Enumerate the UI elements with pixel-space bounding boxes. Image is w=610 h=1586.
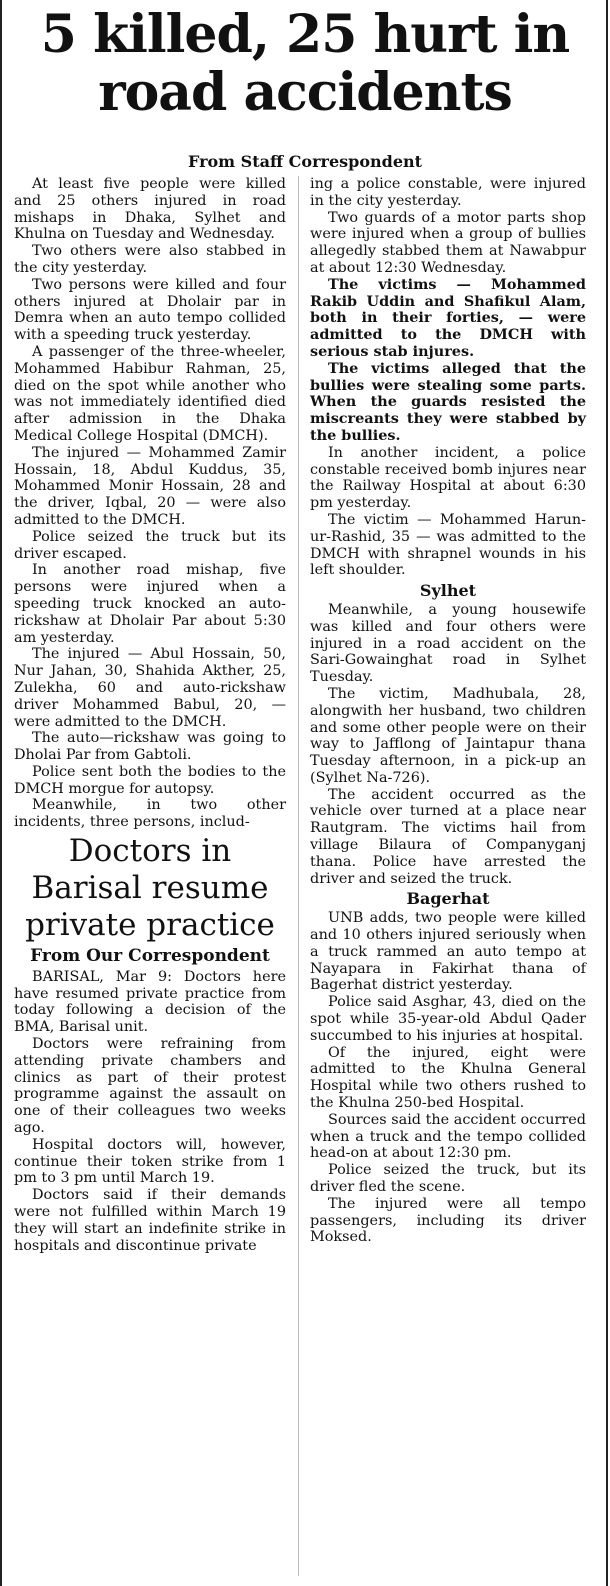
paragraph: Two others were also stabbed in the city yesterday.: [14, 243, 286, 276]
doctors-headline: Doctors in Barisal resume private practice: [25, 833, 275, 944]
paragraph: Police seized the truck but its driver escaped.: [14, 528, 286, 562]
paragraph: Police said Asghar, 43, died on the spot while 35-year-old Abdul Qader succumbed to his injuries at hospital.: [310, 994, 586, 1044]
paragraph: The injured were all tempo passengers, including its driver Moksed.: [310, 1195, 586, 1246]
paragraph: UNB adds, two people were killed and 10 others injured seriously when a truck rammed an auto tempo at Nayapara in Fakirhat thana of Bagerhat district yesterday.: [310, 910, 586, 994]
paragraph: Of the injured, eight were admitted to the Khulna General Hospital while two others rushed to the Khulna 250-bed Hospital.: [310, 1044, 586, 1112]
paragraph: Doctors said if their demands were not fulfilled within March 19 they will start an indefinite strike in hospitals and discontinue private: [14, 1187, 286, 1254]
paragraph: Meanwhile, a young housewife was killed and four others were injured in a road accident on the Sari-Gowainghat road in Sylhet Tuesday.: [310, 601, 586, 686]
paragraph: Sources said the accident occurred when a truck and the tempo collided head-on at about 12:30 pm.: [310, 1111, 586, 1162]
paragraph: Police sent both the bodies to the DMCH morgue for autopsy.: [14, 763, 286, 797]
paragraph: The auto—rickshaw was going to Dholai Par from Gabtoli.: [14, 730, 286, 764]
paragraph: In another incident, a police constable received bomb injures near the Railway Hospital at about 6:30 pm yesterday.: [310, 444, 586, 512]
paragraph: Meanwhile, in two other incidents, three persons, includ-: [14, 797, 286, 831]
right-column: [310, 176, 586, 1246]
paragraph: Two persons were killed and four others injured at Dholair par in Demra when an auto tempo collided with a speeding truck yesterday.: [14, 276, 286, 344]
paragraph: Police seized the truck, but its driver fled the scene.: [310, 1162, 586, 1196]
paragraph: The injured — Abul Hossain, 50, Nur Jahan, 30, Shahida Akther, 25, Zulekha, 60 and auto-rickshaw driver Mohammed Babul, 20, — were admitted to the DMCH.: [14, 646, 286, 730]
paragraph: Hospital doctors will, however, continue their token strike from 1 pm to 3 pm until March 19.: [14, 1136, 286, 1187]
paragraph: The accident occurred as the vehicle over turned at a place near Rautgram. The victims hail from village Bilaura of Companyganj thana. Police have arrested the driver and seized the truck.: [310, 786, 586, 887]
paragraph: The victims alleged that the bullies were stealing some parts. When the guards resisted the miscreants they were stabbed by the bullies.: [310, 359, 586, 444]
doctors-byline: From Our Correspondent: [30, 946, 270, 967]
paragraph: The injured — Mohammed Zamir Hossain, 18, Abdul Kuddus, 35, Mohammed Monir Hossain, 28 and the driver, Iqbal, 20 — were also admitted to the DMCH.: [14, 444, 286, 528]
column-divider: [298, 176, 299, 1576]
paragraph: A passenger of the three-wheeler, Mohammed Habibur Rahman, 25, died on the spot while another who was not immediately identified died after admission in the Dhaka Medical College Hospital (DMCH).: [14, 343, 286, 444]
byline: From Staff Correspondent: [187, 152, 423, 171]
paragraph: The victims — Mohammed Rakib Uddin and Shafikul Alam, both in their forties, — were admitted to the DMCH with serious stab injures.: [310, 275, 586, 360]
paragraph: Two guards of a motor parts shop were injured when a group of bullies allegedly stabbed them at Nawabpur at about 12:30 Wednesday.: [310, 209, 586, 276]
paragraph: ing a police constable, were injured in the city yesterday.: [310, 176, 586, 209]
bagerhat-subhead: Bagerhat: [406, 889, 490, 909]
paragraph: Doctors were refraining from attending private chambers and clinics as part of their protest programme against the assault on one of their colleagues two weeks ago.: [14, 1036, 286, 1137]
sylhet-subhead: Sylhet: [419, 581, 477, 601]
right-edge-rule: [606, 0, 608, 1586]
left-edge-rule: [0, 0, 2, 1586]
paragraph: The victim, Madhubala, 28, alongwith her husband, two children and some other people were on their way to Jafflong of Jaintapur thana Tuesday afternoon, in a pick-up an (Sylhet Na-726).: [310, 685, 586, 786]
paragraph: BARISAL, Mar 9: Doctors here have resumed private practice from today following a decision of the BMA, Barisal unit.: [14, 968, 286, 1036]
paragraph: The victim — Mohammed Harun-ur-Rashid, 35 — was admitted to the DMCH with shrapnel wounds in his left shoulder.: [310, 511, 586, 579]
left-column: [14, 176, 286, 1254]
headline: 5 killed, 25 hurt in road accidents: [40, 4, 570, 123]
paragraph: In another road mishap, five persons were injured when a speeding truck knocked an auto-rickshaw at Dholair Par about 5:30 am yesterday.: [14, 562, 286, 646]
paragraph: At least five people were killed and 25 others injured in road mishaps in Dhaka, Sylhet and Khulna on Tuesday and Wednesday.: [14, 176, 286, 243]
